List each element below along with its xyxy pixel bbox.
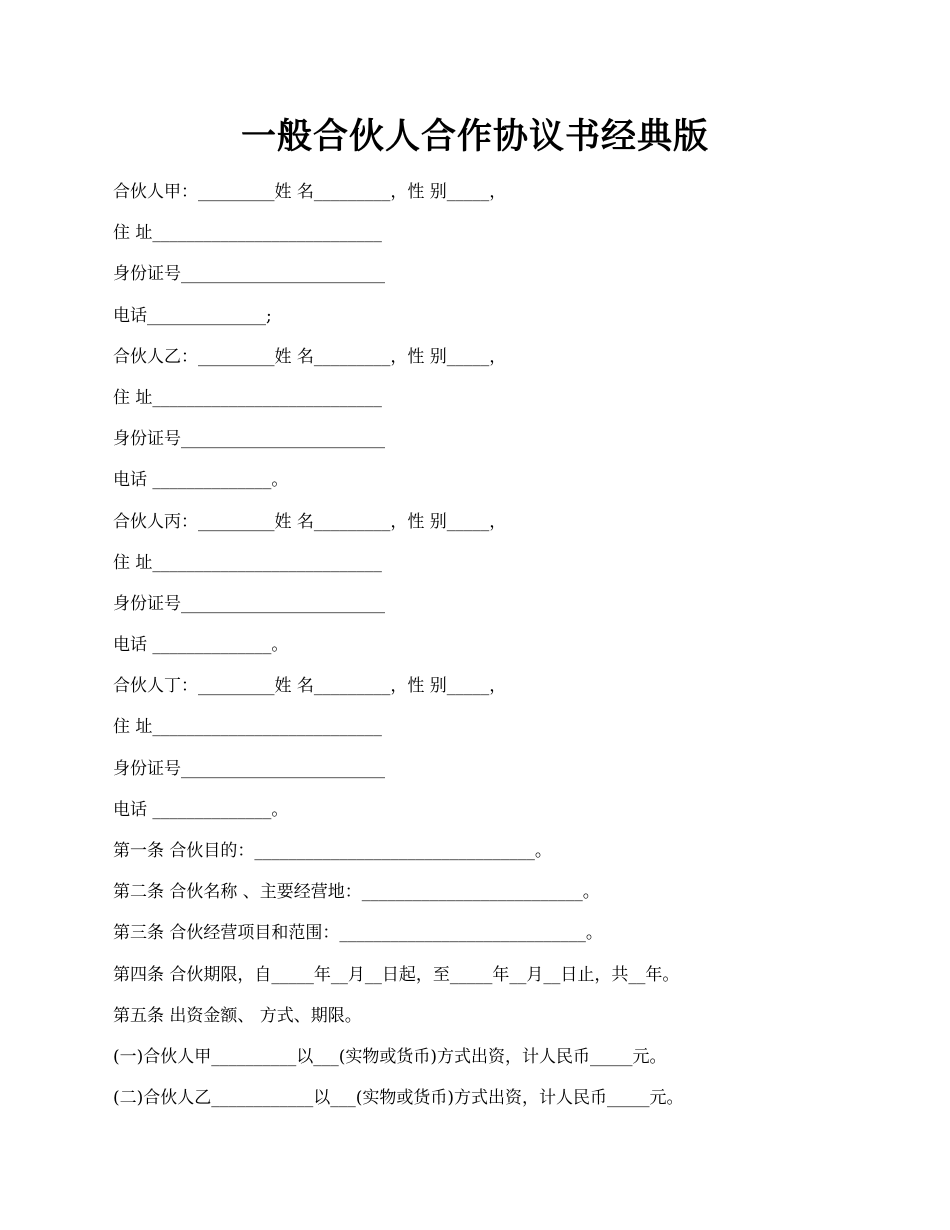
partner-a-id-line: 身份证号________________________ (113, 264, 385, 285)
partner-b-phone-line: 电话 ______________。 (113, 470, 289, 491)
partner-a-phone-line: 电话______________; (113, 305, 272, 326)
partner-d-address-line: 住 址___________________________ (113, 717, 382, 738)
partner-d-id-line: 身份证号________________________ (113, 758, 385, 779)
document-body (113, 177, 873, 1124)
partner-b-address-line: 住 址___________________________ (113, 387, 382, 408)
partner-c-line: 合伙人丙：_________姓 名_________，性 别_____， (113, 511, 507, 532)
article-3-line: 第三条 合伙经营项目和范围：_____________________________。 (113, 923, 603, 944)
partner-c-phone-line: 电话 ______________。 (113, 635, 289, 656)
document-title: 一般合伙人合作协议书经典版 (240, 116, 709, 157)
article-5-line: 第五条 出资金额、 方式、期限。 (113, 1005, 362, 1026)
partner-d-line: 合伙人丁：_________姓 名_________，性 别_____， (113, 676, 507, 697)
partner-a-address-line: 住 址___________________________ (113, 223, 382, 244)
article-2-line: 第二条 合伙名称 、主要经营地：__________________________。 (113, 882, 600, 903)
contribution-a-line: (一)合伙人甲__________以___(实物或货币)方式出资，计人民币_____元。 (113, 1046, 667, 1067)
partner-b-line: 合伙人乙：_________姓 名_________，性 别_____， (113, 346, 507, 367)
partner-c-id-line: 身份证号________________________ (113, 593, 385, 614)
partner-b-id-line: 身份证号________________________ (113, 429, 385, 450)
article-1-line: 第一条 合伙目的：_________________________________。 (113, 841, 552, 861)
partner-a-line: 合伙人甲：_________姓 名_________，性 别_____， (113, 182, 507, 202)
partner-d-phone-line: 电话 ______________。 (113, 799, 289, 820)
partner-c-address-line: 住 址___________________________ (113, 552, 382, 573)
contribution-b-line: (二)合伙人乙____________以___(实物或货币)方式出资，计人民币_____元。 (113, 1088, 684, 1109)
article-4-line: 第四条 合伙期限，自_____年__月__日起，至_____年__月__日止，共__年。 (113, 964, 680, 985)
